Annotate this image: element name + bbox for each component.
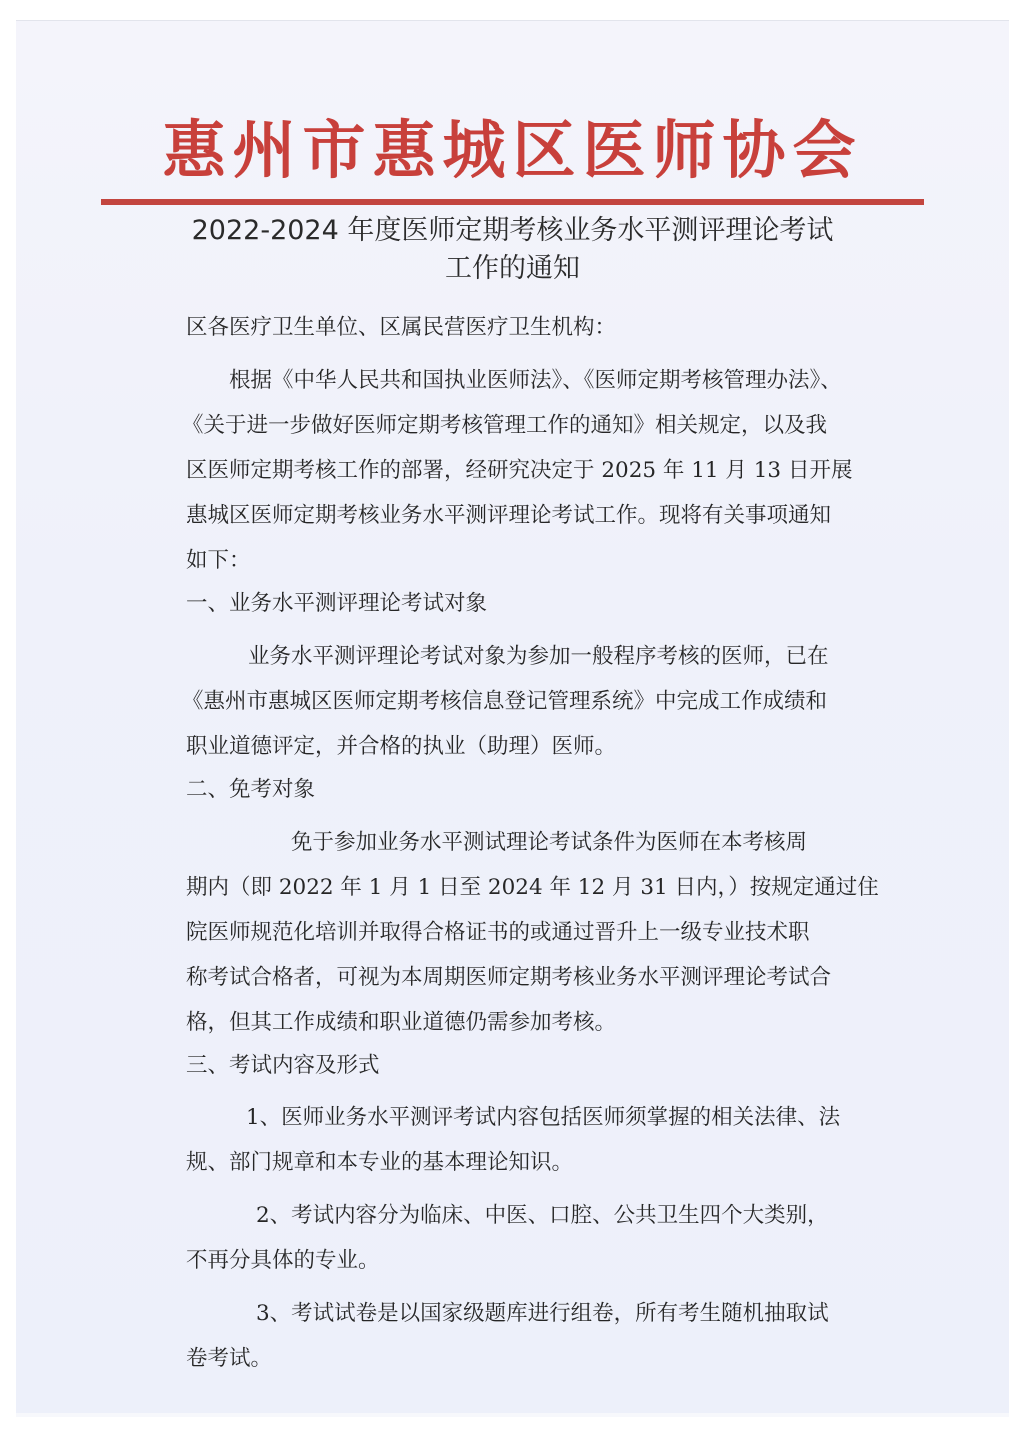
- paragraph-line: 2、考试内容分为临床、中医、口腔、公共卫生四个大类别，: [256, 1203, 829, 1228]
- paragraph-line: 业务水平测评理论考试对象为参加一般程序考核的医师，已在: [248, 644, 829, 669]
- paragraph-line: 惠城区医师定期考核业务水平测评理论考试工作。现将有关事项通知: [186, 503, 832, 528]
- paragraph-line: 院医师规范化培训并取得合格证书的或通过晋升上一级专业技术职: [186, 920, 810, 945]
- page-edge: [16, 1413, 1009, 1417]
- paragraph-line: 期内（即 2022 年 1 月 1 日至 2024 年 12 月 31 日内，）按规定通过住: [186, 875, 879, 900]
- paragraph-line: 免于参加业务水平测试理论考试条件为医师在本考核周: [291, 830, 808, 855]
- paragraph-line: 规、部门规章和本专业的基本理论知识。: [186, 1150, 574, 1175]
- section-heading: 三、考试内容及形式: [186, 1053, 380, 1078]
- paragraph-line: 不再分具体的专业。: [186, 1248, 380, 1273]
- notice-title: [0, 212, 1025, 288]
- paragraph-line: 如下：: [186, 548, 251, 573]
- paragraph-line: 3、考试试卷是以国家级题库进行组卷，所有考生随机抽取试: [256, 1301, 829, 1326]
- salutation: 区各医疗卫生单位、区属民营医疗卫生机构：: [186, 315, 617, 340]
- paragraph-line: 1、医师业务水平测评考试内容包括医师须掌握的相关法律、法: [246, 1105, 841, 1130]
- paragraph-line: 职业道德评定，并合格的执业（助理）医师。: [186, 734, 617, 759]
- section-heading: 一、业务水平测评理论考试对象: [186, 591, 488, 616]
- paragraph-line: 格，但其工作成绩和职业道德仍需参加考核。: [186, 1010, 617, 1035]
- paragraph-line: 《关于进一步做好医师定期考核管理工作的通知》相关规定，以及我: [182, 413, 828, 438]
- paragraph-line: 卷考试。: [186, 1346, 273, 1371]
- paragraph-line: 《惠州市惠城区医师定期考核信息登记管理系统》中完成工作成绩和: [182, 689, 828, 714]
- notice-title-line-2: 工作的通知: [445, 253, 580, 284]
- paragraph-line: 根据《中华人民共和国执业医师法》、《医师定期考核管理办法》、: [229, 368, 842, 393]
- paragraph-line: 区医师定期考核工作的部署，经研究决定于 2025 年 11 月 13 日开展: [186, 458, 853, 483]
- letterhead-divider: [101, 199, 924, 205]
- paragraph-line: 称考试合格者，可视为本周期医师定期考核业务水平测评理论考试合: [186, 965, 832, 990]
- notice-title-line-1: 2022-2024 年度医师定期考核业务水平测评理论考试: [191, 215, 834, 246]
- section-heading: 二、免考对象: [186, 777, 316, 802]
- letterhead-title: 惠州市惠城区医师协会: [162, 113, 863, 187]
